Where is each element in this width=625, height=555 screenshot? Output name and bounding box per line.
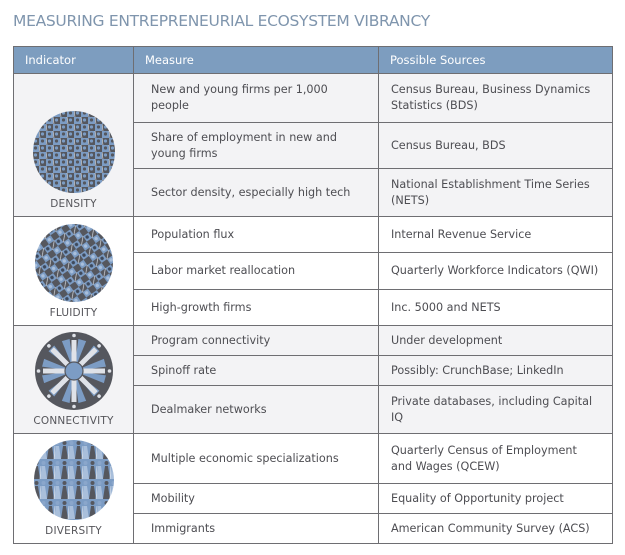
measure-cell: Population flux xyxy=(134,217,379,252)
source-cell: Inc. 5000 and NETS xyxy=(391,300,501,314)
fluidity-moving-people-icon xyxy=(34,223,114,303)
measure-cell: Program connectivity xyxy=(134,326,379,355)
source-cell: Census Bureau, BDS xyxy=(391,138,506,152)
group-density xyxy=(14,74,612,217)
header-sources: Possible Sources xyxy=(390,53,486,67)
source-cell: Census Bureau, Business Dynamics Statistics (BDS) xyxy=(391,83,591,112)
indicator-cell-fluidity xyxy=(14,217,134,325)
measure-cell: Immigrants xyxy=(134,514,379,543)
source-cell: Possibly: CrunchBase; LinkedIn xyxy=(391,363,564,377)
table-row xyxy=(134,386,612,433)
measure-cell: Sector density, especially high tech xyxy=(134,169,379,216)
table-row xyxy=(134,169,612,216)
table-row xyxy=(134,123,612,169)
measure-cell: Spinoff rate xyxy=(134,356,379,385)
table-header xyxy=(14,47,612,74)
source-cell: Quarterly Workforce Indicators (QWI) xyxy=(391,264,599,277)
group-diversity xyxy=(14,434,612,543)
group-connectivity xyxy=(14,326,612,434)
measure-cell: New and young firms per 1,000 people xyxy=(134,74,379,122)
header-measure: Measure xyxy=(134,47,379,73)
group-fluidity xyxy=(14,217,612,326)
page-title: MEASURING ENTREPRENEURIAL ECOSYSTEM VIBRANCY xyxy=(13,12,430,30)
indicator-cell-density xyxy=(14,74,134,216)
table-row xyxy=(134,326,612,356)
measure-cell: Share of employment in new and young firms xyxy=(134,123,379,168)
measure-rows xyxy=(134,326,612,433)
table-row xyxy=(134,514,612,543)
indicator-label: DENSITY xyxy=(50,198,97,210)
source-cell: Private databases, including Capital IQ xyxy=(391,394,593,424)
measure-rows xyxy=(134,74,612,216)
table-row xyxy=(134,290,612,325)
measure-cell: Multiple economic specializations xyxy=(134,434,379,483)
indicators-table xyxy=(13,46,613,544)
density-people-grid-icon xyxy=(32,110,116,194)
diversity-people-grid-icon xyxy=(33,439,115,521)
source-cell: National Establishment Time Series (NETS) xyxy=(391,177,590,207)
table-row xyxy=(134,253,612,290)
indicator-label: DIVERSITY xyxy=(45,525,102,537)
measure-rows xyxy=(134,434,612,543)
source-cell: Internal Revenue Service xyxy=(391,227,532,241)
source-cell: Under development xyxy=(391,333,503,347)
measure-cell: Labor market reallocation xyxy=(134,253,379,289)
table-row xyxy=(134,217,612,253)
table-row xyxy=(134,434,612,484)
indicator-cell-connectivity xyxy=(14,326,134,433)
table-row xyxy=(134,484,612,514)
measure-cell: High-growth firms xyxy=(134,290,379,325)
source-cell: American Community Survey (ACS) xyxy=(391,521,590,535)
measure-cell: Mobility xyxy=(134,484,379,513)
table-row xyxy=(134,74,612,123)
measure-cell: Dealmaker networks xyxy=(134,386,379,433)
measure-rows xyxy=(134,217,612,325)
connectivity-network-icon xyxy=(34,331,114,411)
header-indicator: Indicator xyxy=(14,47,134,73)
source-cell: Equality of Opportunity project xyxy=(391,491,564,505)
indicator-cell-diversity xyxy=(14,434,134,543)
indicator-label: CONNECTIVITY xyxy=(33,415,114,427)
source-cell: Quarterly Census of Employment and Wages (QCEW) xyxy=(391,443,577,473)
indicator-label: FLUIDITY xyxy=(49,307,98,319)
table-row xyxy=(134,356,612,386)
